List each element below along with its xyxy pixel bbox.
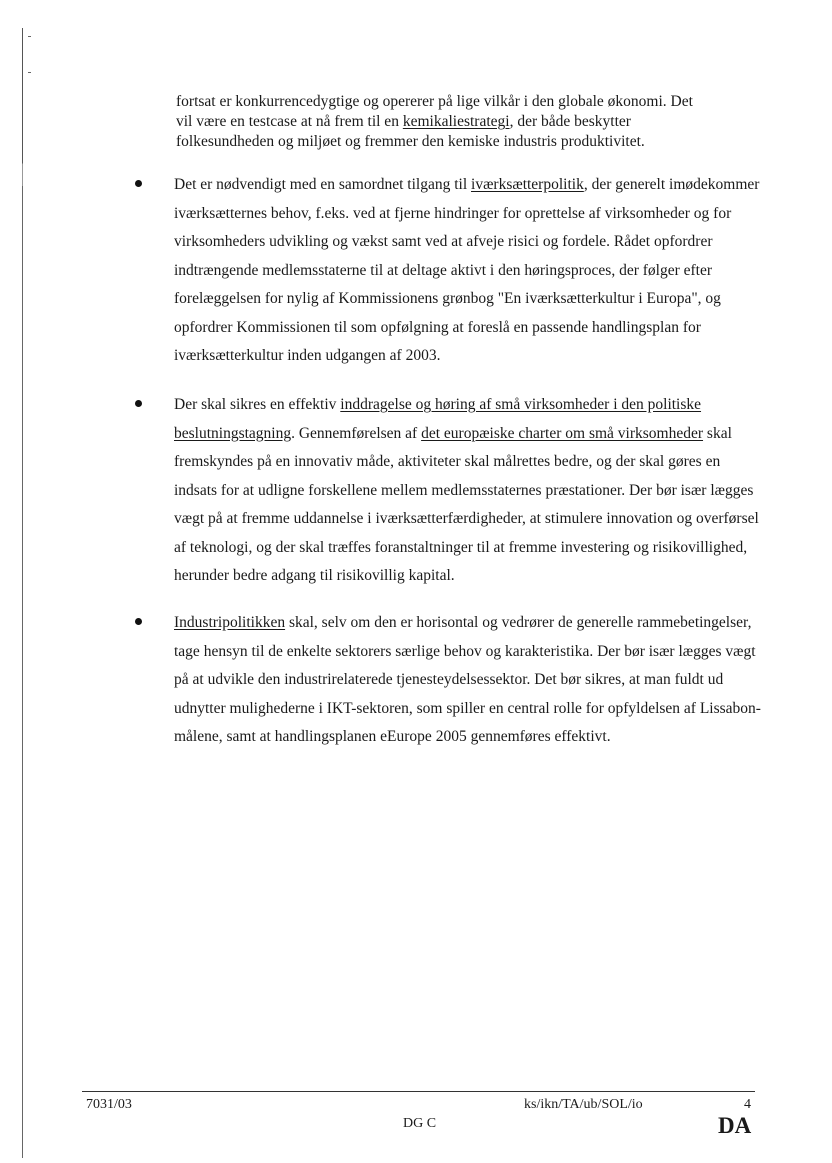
bullet-paragraph xyxy=(174,609,762,752)
scan-margin-line xyxy=(22,28,23,1158)
bullet-icon xyxy=(135,400,142,407)
bullet-text: , der generelt imødekommer iværksætternes behov, f.eks. ved at fjerne hindringer for oprettelse af virksomheder og for virksomheders udvikling og vækst samt ved at afveje risici og fordele. Rådet opfordrer indtrængende medlemsstaterne til at deltage aktivt i den høringsproces, der følger efter forelæggelsen for nylig af Kommissionens grønbog "En iværksætterkultur i Europa", og opfordrer Kommissionen til som opfølgning at foreslå en passende handlingsplan for iværksætterkultur inden udgangen af 2003. xyxy=(174,176,760,364)
scan-margin-mark xyxy=(28,36,31,37)
bullet-text: skal fremskyndes på en innovativ måde, aktiviteter skal målrettes bedre, og der skal gøres en indsats for at udligne forskellene mellem medlemsstaternes præstationer. Der bør især lægges vægt på at fremme uddannelse i iværksætterfærdigheder, at stimulere innovation og overførsel af teknologi, og der skal træffes foranstaltninger til at fremme investering og risikovillighed, herunder bedre adgang til risikovillig kapital. xyxy=(174,424,759,584)
continuation-line: folkesundheden og miljøet og fremmer den kemiske industris produktivitet. xyxy=(176,133,645,150)
bullet-text: skal, selv om den er horisontal og vedrører de generelle rammebetingelser, tage hensyn til de enkelte sektorers særlige behov og karakteristika. Der bør især lægges vægt på at udvikle den industrirelaterede tjenesteydelsessektor. Det bør sikres, at man fuldt ud udnytter mulighederne i IKT-sektoren, som spiller en central rolle for opfyldelsen af Lissabon-målene, samt at handlingsplanen eEurope 2005 gennemføres effektivt. xyxy=(174,614,761,745)
footer-document-number: 7031/03 xyxy=(86,1097,132,1112)
scan-margin-mark xyxy=(28,72,31,73)
footer-department: DG C xyxy=(403,1116,437,1131)
charter-link: det europæiske charter om små virksomheder xyxy=(421,424,704,442)
footer-language-code: DA xyxy=(718,1113,752,1138)
footer-page-number: 4 xyxy=(744,1097,751,1112)
bullet-text: Der skal sikres en effektiv xyxy=(174,396,341,413)
inddragelse-link: inddragelse og høring af små virksomheder i den politiske beslutningstagning xyxy=(174,396,702,442)
bullet-text: . Gennemførelsen af xyxy=(291,424,422,442)
ivaerksaetterpolitik-link: iværksætterpolitik xyxy=(471,176,584,193)
bullet-icon xyxy=(135,180,142,187)
bullet-text: Det er nødvendigt med en samordnet tilgang til xyxy=(174,176,472,193)
continuation-line xyxy=(176,112,760,132)
footer-divider xyxy=(82,1091,755,1092)
continuation-paragraph xyxy=(176,92,760,152)
bullet-icon xyxy=(135,618,142,625)
bullet-paragraph xyxy=(174,391,762,591)
continuation-line: fortsat er konkurrencedygtige og opererer på lige vilkår i den globale økonomi. Det xyxy=(176,93,693,110)
bullet-paragraph xyxy=(174,171,762,371)
footer-initials: ks/ikn/TA/ub/SOL/io xyxy=(524,1097,643,1112)
industripolitikken-link: Industripolitikken xyxy=(174,614,286,631)
continuation-text: vil være en testcase at nå frem til en xyxy=(176,113,403,130)
kemikaliestrategi-link: kemikaliestrategi xyxy=(402,113,510,130)
continuation-text: , der både beskytter xyxy=(509,113,631,130)
